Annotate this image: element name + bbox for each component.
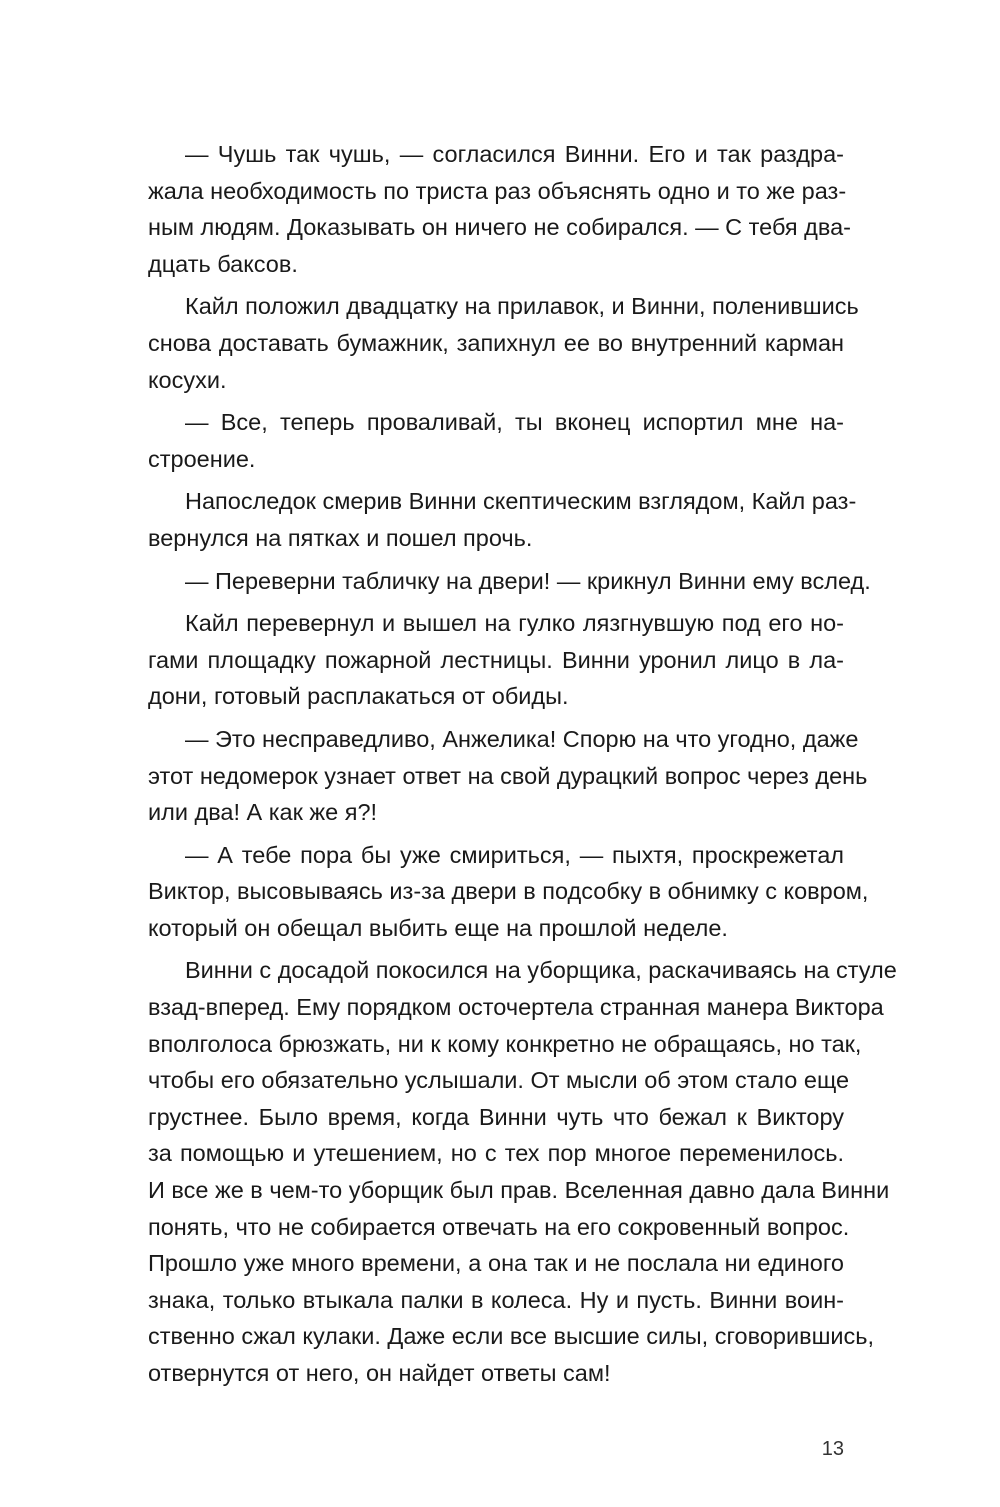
text-line: Кайл положил двадцатку на прилавок, и Винни, поленившись — [185, 293, 859, 320]
text-line: отвернутся от него, он найдет ответы сам! — [148, 1360, 611, 1386]
text-line: вполголоса брюзжать, ни к кому конкретно не обращаясь, но так, — [148, 1030, 862, 1057]
text-line: — Это несправедливо, Анжелика! Спорю на что угодно, даже — [185, 725, 859, 752]
text-line: понять, что не собирается отвечать на его сокровенный вопрос. — [148, 1213, 850, 1240]
text-line: жала необходимость по триста раз объяснять одно и то же раз- — [148, 177, 847, 204]
paragraph — [148, 404, 844, 477]
text-line: грустнее. Было время, когда Винни чуть что бежал к Виктору — [148, 1103, 844, 1130]
text-line: который он обещал выбить еще на прошлой неделе. — [148, 914, 728, 941]
paragraph — [148, 721, 868, 831]
text-line: строение. — [148, 445, 256, 472]
text-line: ственно сжал кулаки. Даже если все высшие силы, сговорившись, — [148, 1323, 875, 1350]
paragraph — [148, 952, 897, 1391]
paragraph — [148, 605, 844, 715]
text-line: дони, готовый расплакаться от обиды. — [148, 683, 569, 710]
text-line: чтобы его обязательно услышали. От мысли об этом стало еще — [148, 1067, 850, 1094]
text-line: гами площадку пожарной лестницы. Винни уронил лицо в ла- — [148, 646, 844, 673]
paragraph — [148, 136, 851, 282]
text-line: ным людям. Доказывать он ничего не собирался. — С тебя два- — [148, 214, 851, 241]
text-line: взад-вперед. Ему порядком осточертела странная манера Виктора — [148, 994, 884, 1021]
text-line: или два! А как же я?! — [148, 799, 378, 826]
page-number: 13 — [821, 1438, 844, 1460]
text-line: Винни с досадой покосился на уборщика, раскачиваясь на стуле — [185, 957, 897, 984]
paragraph — [148, 288, 859, 398]
text-line: — Переверни табличку на двери! — крикнул Винни ему вслед. — [185, 567, 871, 594]
text-line: — Все, теперь проваливай, ты вконец испортил мне на- — [185, 409, 844, 436]
text-line: — Чушь так чушь, — согласился Винни. Его и так раздра- — [185, 141, 844, 167]
paragraph — [148, 483, 857, 556]
paragraph — [148, 563, 871, 600]
text-line: И все же в чем-то уборщик был прав. Вселенная давно дала Винни — [148, 1177, 890, 1204]
body-text — [148, 136, 897, 1392]
text-line: Напоследок смерив Винни скептическим взглядом, Кайл раз- — [185, 488, 857, 515]
text-line: Прошло уже много времени, а она так и не послала ни единого — [148, 1250, 844, 1277]
text-line: знака, только втыкала палки в колеса. Ну и пусть. Винни воин- — [148, 1286, 844, 1313]
text-line: этот недомерок узнает ответ на свой дурацкий вопрос через день — [148, 762, 868, 789]
text-line: Виктор, высовываясь из-за двери в подсобку в обнимку с ковром, — [148, 878, 869, 905]
text-line: вернулся на пятках и пошел прочь. — [148, 524, 533, 551]
paragraph — [148, 837, 869, 947]
text-line: снова доставать бумажник, запихнул ее во внутренний карман — [148, 329, 844, 356]
text-line: — А тебе пора бы уже смириться, — пыхтя, проскрежетал — [185, 841, 844, 868]
text-line: дцать баксов. — [148, 250, 298, 277]
text-line: Кайл перевернул и вышел на гулко лязгнувшую под его но- — [185, 610, 844, 637]
text-line: косухи. — [148, 366, 227, 393]
text-line: за помощью и утешением, но с тех пор многое переменилось. — [148, 1140, 844, 1167]
